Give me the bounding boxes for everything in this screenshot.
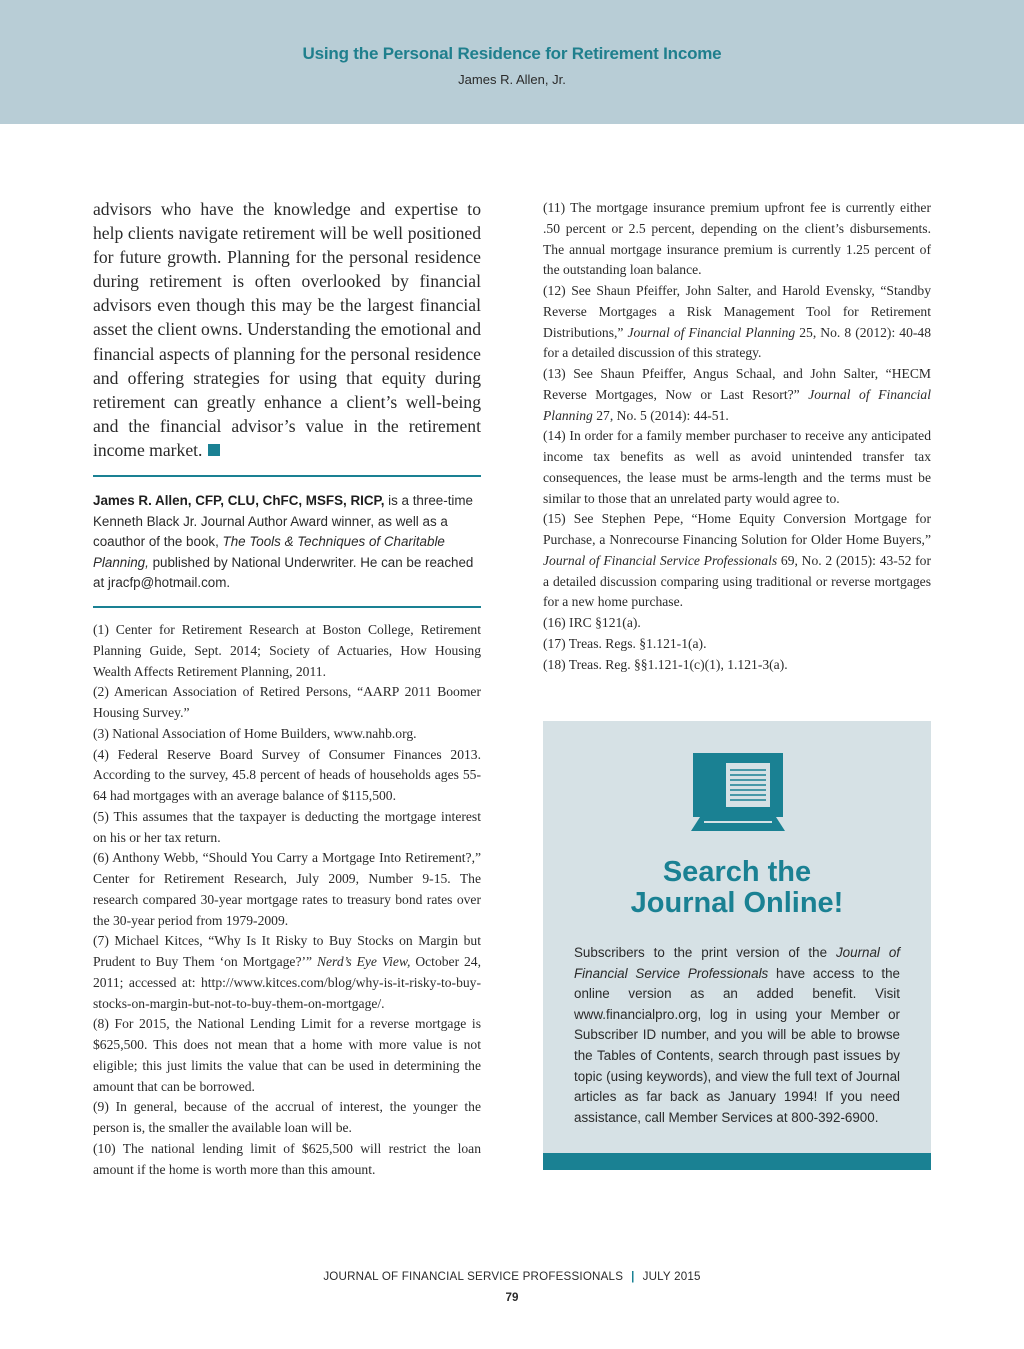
running-author: James R. Allen, Jr.	[458, 72, 566, 87]
endnotes-right	[543, 198, 931, 675]
promo-heading-line: Journal Online!	[630, 887, 844, 919]
promo-text-span: Subscribers to the print version of the	[574, 945, 836, 960]
endnote-10: (10) The national lending limit of $625,500 will restrict the loan amount if the home is worth more than this amount.	[93, 1140, 481, 1177]
divider-rule	[93, 475, 481, 477]
body-paragraph-text: advisors who have the knowledge and expertise to help clients navigate retirement will be well positioned for future growth. Planning for the personal residence during retirement is often overlooked by financial advisors even though this may be the largest financial asset the client owns. Understanding the emotional and financial aspects of planning for the personal residence and offering strategies for using that equity during retirement can greatly enhance a client’s well-being and the financial advisor’s value in the retirement income market.	[93, 199, 481, 460]
endnote-6: (6) Anthony Webb, “Should You Carry a Mortgage Into Retirement?,” Center for Retirement Research, July 2009, Number 9-15. The research compared 30-year mortgage rates to treasury bond rates over the 30-year period from 1979-2009.	[93, 850, 481, 928]
endnote-5: (5) This assumes that the taxpayer is deducting the mortgage interest on his or her tax return.	[93, 808, 481, 845]
endnote-17: (17) Treas. Regs. §1.121-1(a).	[543, 635, 707, 651]
endnote-11: (11) The mortgage insurance premium upfront fee is currently either .50 percent or 2.5 percent, depending on the client’s disbursements. The annual mortgage insurance premium is currently 1.25 percent of the outstanding loan balance.	[543, 200, 931, 278]
promo-bottom-bar	[543, 1153, 931, 1170]
endnote-4: (4) Federal Reserve Board Survey of Consumer Finances 2013. According to the survey, 45.8 percent of heads of households ages 55-64 had mortgages with an average balance of $115,500.	[93, 746, 481, 803]
promo-heading	[543, 857, 931, 919]
endnote-italic: Journal of Financial Planning	[543, 386, 931, 423]
bio-author-name: James R. Allen, CFP, CLU, ChFC, MSFS, RICP,	[93, 493, 385, 509]
endnote-8: (8) For 2015, the National Lending Limit for a reverse mortgage is $625,500. This does not mean that a home with more value is not eligible; this just limits the value that can be used in determining the amount that can be borrowed.	[93, 1016, 481, 1094]
page-number: 79	[505, 1291, 519, 1304]
promo-text-span: have access to the online version as an added benefit. Visit www.financialpro.org, log in using your Member or Subscriber ID number, and you will be able to browse the Tables of Contents, search through past issues by topic (using keywords), and view the full text of Journal articles as far back as January 1994! If you need assistance, call Member Services at 800-392-6900.	[574, 965, 900, 1125]
author-bio	[93, 491, 481, 594]
endnote-text: (12) See Shaun Pfeiffer, John Salter, and Harold Evensky, “Standby Reverse Mortgages a Risk Management Tool for Retirement Distributions,”	[543, 283, 931, 340]
left-column	[93, 197, 481, 1180]
bio-text: published by National Underwriter. He can be reached at jracfp@hotmail.com.	[93, 554, 474, 591]
promo-description	[574, 943, 900, 1128]
footer-date: JULY 2015	[642, 1270, 701, 1283]
promo-heading-line: Search the	[662, 856, 812, 888]
endnote-text: 27, No. 5 (2014): 44-51.	[592, 407, 729, 423]
endnote-italic: Journal of Financial Planning	[627, 324, 796, 340]
right-column	[543, 198, 931, 675]
endnote-italic: Nerd’s Eye View,	[316, 954, 411, 969]
endnote-italic: Journal of Financial Service Professionals	[543, 552, 778, 568]
bio-text: is a three-time Kenneth Black Jr. Journal Author Award winner, as well as a coauthor of the book,	[93, 493, 473, 550]
endnote-text: (13) See Shaun Pfeiffer, Angus Schaal, and John Salter, “HECM Reverse Mortgages, Now or Last Resort?”	[543, 366, 931, 402]
endnote-text: 69, No. 2 (2015): 43-52 for a detailed discussion comparing using traditional or reverse mortgages for a new home purchase.	[543, 552, 931, 610]
endnote-7	[93, 931, 481, 1014]
laptop-document-icon	[690, 751, 786, 839]
header-band	[0, 0, 1024, 124]
endnote-text: 25, No. 8 (2012): 40-48 for a detailed discussion of this strategy.	[543, 324, 931, 361]
endnote-2: (2) American Association of Retired Persons, “AARP 2011 Boomer Housing Survey.”	[93, 684, 481, 720]
endnote-14: (14) In order for a family member purchaser to receive any anticipated income tax benefits as well as avoid unintended transfer tax consequences, the lease must be arms-length and the terms must be similar to those that an unrelated party would agree to.	[543, 428, 931, 506]
endnote-text: October 24, 2011; accessed at: http://www.kitces.com/blog/why-is-it-risky-to-buy-stocks-on-margin-but-not-to-buy-them-on-mortgage/.	[93, 954, 481, 1011]
endnote-16: (16) IRC §121(a).	[543, 615, 641, 630]
endnote-1: (1) Center for Retirement Research at Boston College, Retirement Planning Guide, Sept. 2014; Society of Actuaries, How Housing Wealth Affects Retirement Planning, 2011.	[93, 622, 481, 679]
endnote-9: (9) In general, because of the accrual of interest, the younger the person is, the smaller the available loan will be.	[93, 1099, 481, 1135]
endnotes-left	[93, 620, 481, 1180]
divider-rule	[93, 606, 481, 608]
running-title: Using the Personal Residence for Retirement Income	[302, 44, 722, 63]
footer-separator: |	[631, 1270, 635, 1283]
endnote-3: (3) National Association of Home Builders, www.nahb.org.	[93, 725, 417, 741]
endnote-text: (7) Michael Kitces, “Why Is It Risky to Buy Stocks on Margin but Prudent to Buy Them ‘on Mortgage?’”	[93, 933, 481, 969]
bio-book-title: The Tools & Techniques of Charitable Planning,	[93, 534, 445, 570]
endnote-15	[543, 509, 931, 613]
end-of-article-mark	[208, 444, 220, 456]
footer-journal: JOURNAL OF FINANCIAL SERVICE PROFESSIONALS	[323, 1270, 624, 1283]
search-journal-promo-box	[543, 721, 931, 1170]
page-footer	[0, 1270, 1024, 1283]
endnote-12	[543, 281, 931, 364]
endnote-18: (18) Treas. Reg. §§1.121-1(c)(1), 1.121-3(a).	[543, 656, 788, 672]
body-closing-paragraph	[93, 197, 481, 462]
endnote-text: (15) See Stephen Pepe, “Home Equity Conversion Mortgage for Purchase, a Nonrecourse Financing Solution for Older Home Buyers,”	[543, 511, 931, 547]
promo-journal-name: Journal of Financial Service Professionals	[574, 945, 900, 981]
endnote-13	[543, 364, 931, 426]
